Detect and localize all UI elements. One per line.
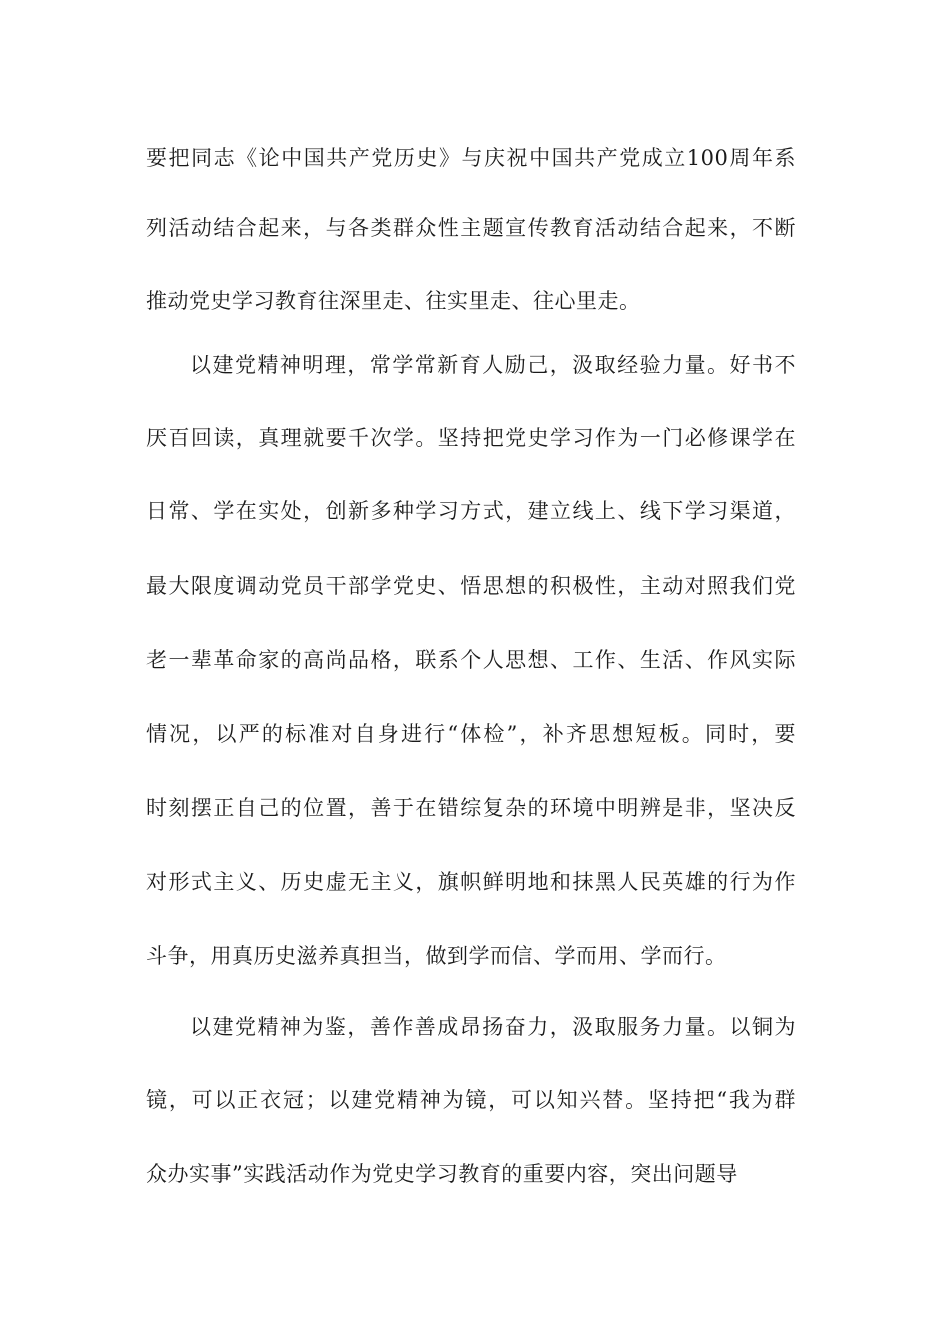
text-line: 对形式主义、历史虚无主义，旗帜鲜明地和抹黑人民英雄的行为作 bbox=[146, 870, 796, 894]
text-line: 厌百回读，真理就要千次学。坚持把党史学习作为一门必修课学在 bbox=[146, 426, 796, 450]
text-line: 列活动结合起来，与各类群众性主题宣传教育活动结合起来，不断 bbox=[146, 216, 796, 240]
paragraph-first-line: 以建党精神为鉴，善作善成昂扬奋力，汲取服务力量。以铜为 bbox=[190, 1015, 796, 1039]
text-line: 情况，以严的标准对自身进行“体检”，补齐思想短板。同时，要 bbox=[146, 722, 796, 746]
text-line: 斗争，用真历史滋养真担当，做到学而信、学而用、学而行。 bbox=[146, 944, 727, 968]
text-line: 最大限度调动党员干部学党史、悟思想的积极性，主动对照我们党 bbox=[146, 574, 796, 598]
paragraph-first-line: 以建党精神明理，常学常新育人励己，汲取经验力量。好书不 bbox=[190, 353, 796, 377]
text-line: 要把同志《论中国共产党历史》与庆祝中国共产党成立100周年系 bbox=[146, 146, 796, 170]
text-line: 日常、学在实处，创新多种学习方式，建立线上、线下学习渠道， bbox=[146, 499, 796, 523]
text-line: 众办实事”实践活动作为党史学习教育的重要内容，突出问题导 bbox=[146, 1162, 738, 1186]
text-line: 推动党史学习教育往深里走、往实里走、往心里走。 bbox=[146, 289, 641, 313]
text-line: 老一辈革命家的高尚品格，联系个人思想、工作、生活、作风实际 bbox=[146, 648, 796, 672]
text-line: 镜，可以正衣冠；以建党精神为镜，可以知兴替。坚持把“我为群 bbox=[146, 1088, 796, 1112]
text-line: 时刻摆正自己的位置，善于在错综复杂的环境中明辨是非，坚决反 bbox=[146, 796, 796, 820]
